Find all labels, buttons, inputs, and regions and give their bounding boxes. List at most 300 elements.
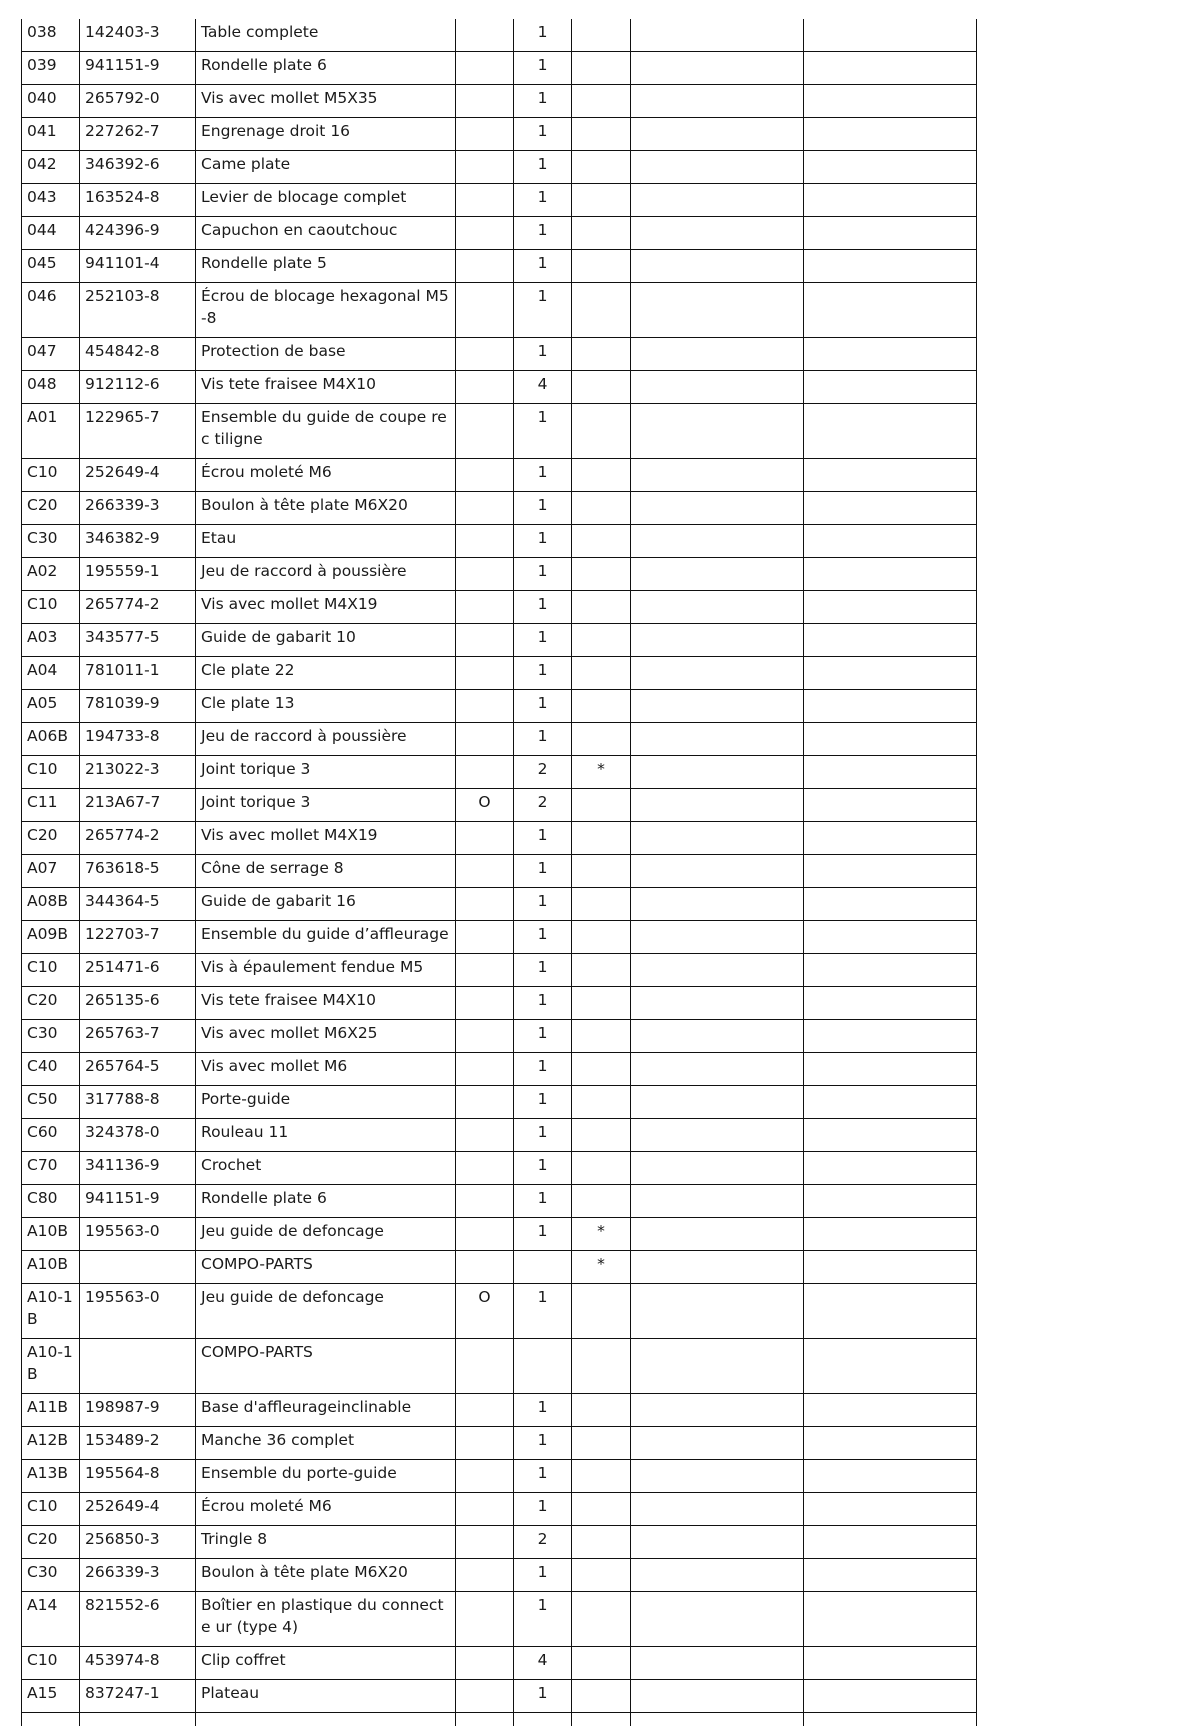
table-row (22, 855, 977, 888)
option-cell (456, 558, 514, 591)
option-cell: O (456, 789, 514, 822)
part-no-cell: 265774-2 (80, 591, 196, 624)
extra-cell-1 (631, 822, 804, 855)
extra-cell-1 (631, 19, 804, 52)
table-row (22, 1559, 977, 1592)
part-no-cell: 344364-5 (80, 888, 196, 921)
extra-cell-1 (631, 1493, 804, 1526)
extra-cell-2 (804, 283, 977, 338)
quantity-cell: 1 (514, 1152, 572, 1185)
parts-table-body (22, 19, 977, 1726)
table-row (22, 1680, 977, 1713)
item-no-cell: A03 (22, 624, 80, 657)
part-no-cell: 194733-8 (80, 723, 196, 756)
quantity-cell: 1 (514, 954, 572, 987)
option-cell (456, 1119, 514, 1152)
quantity-cell: 1 (514, 624, 572, 657)
note-cell (572, 855, 631, 888)
description-cell: Rouleau 11 (196, 1119, 456, 1152)
option-cell (456, 1218, 514, 1251)
item-no-cell: C10 (22, 954, 80, 987)
quantity-cell: 1 (514, 1427, 572, 1460)
quantity-cell: 1 (514, 404, 572, 459)
description-cell: Boîtier en plastique du connecte ur (type 4) (196, 1592, 456, 1647)
description-cell: Ensemble du guide de coupe rec tiligne (196, 404, 456, 459)
part-no-cell: 317788-8 (80, 1086, 196, 1119)
table-row (22, 459, 977, 492)
extra-cell-2 (804, 19, 977, 52)
extra-cell-1 (631, 1119, 804, 1152)
part-no-cell: 122703-7 (80, 921, 196, 954)
quantity-cell: 1 (514, 987, 572, 1020)
extra-cell-1 (631, 987, 804, 1020)
item-no-cell: A10B (22, 1218, 80, 1251)
table-row (22, 1592, 977, 1647)
description-cell: Crochet (196, 1152, 456, 1185)
continuation-cell (572, 1713, 631, 1726)
table-row (22, 1053, 977, 1086)
quantity-cell: 2 (514, 756, 572, 789)
extra-cell-1 (631, 1427, 804, 1460)
note-cell (572, 1427, 631, 1460)
part-no-cell: 821552-6 (80, 1592, 196, 1647)
description-cell: Boulon à tête plate M6X20 (196, 492, 456, 525)
extra-cell-1 (631, 1339, 804, 1394)
extra-cell-2 (804, 822, 977, 855)
extra-cell-1 (631, 756, 804, 789)
extra-cell-1 (631, 250, 804, 283)
item-no-cell: C10 (22, 591, 80, 624)
part-no-cell: 252103-8 (80, 283, 196, 338)
description-cell: Vis tete fraisee M4X10 (196, 987, 456, 1020)
option-cell (456, 371, 514, 404)
part-no-cell: 265135-6 (80, 987, 196, 1020)
item-no-cell: A10B (22, 1251, 80, 1284)
part-no-cell: 256850-3 (80, 1526, 196, 1559)
quantity-cell: 4 (514, 1647, 572, 1680)
description-cell: Guide de gabarit 10 (196, 624, 456, 657)
extra-cell-1 (631, 151, 804, 184)
item-no-cell: C30 (22, 1020, 80, 1053)
extra-cell-1 (631, 1053, 804, 1086)
extra-cell-1 (631, 1152, 804, 1185)
description-cell: Vis avec mollet M6 (196, 1053, 456, 1086)
table-row (22, 1460, 977, 1493)
part-no-cell: 265774-2 (80, 822, 196, 855)
item-no-cell: C20 (22, 492, 80, 525)
extra-cell-2 (804, 624, 977, 657)
table-row (22, 690, 977, 723)
extra-cell-2 (804, 888, 977, 921)
description-cell: Table complete (196, 19, 456, 52)
extra-cell-2 (804, 921, 977, 954)
item-no-cell: C70 (22, 1152, 80, 1185)
part-no-cell: 252649-4 (80, 459, 196, 492)
table-row (22, 525, 977, 558)
table-row (22, 1218, 977, 1251)
table-row (22, 558, 977, 591)
note-cell (572, 1460, 631, 1493)
extra-cell-2 (804, 1152, 977, 1185)
quantity-cell: 1 (514, 85, 572, 118)
table-row (22, 1526, 977, 1559)
description-cell: COMPO-PARTS (196, 1339, 456, 1394)
part-no-cell: 341136-9 (80, 1152, 196, 1185)
item-no-cell: 042 (22, 151, 80, 184)
option-cell (456, 657, 514, 690)
part-no-cell: 941151-9 (80, 52, 196, 85)
option-cell (456, 1460, 514, 1493)
extra-cell-2 (804, 525, 977, 558)
description-cell: Engrenage droit 16 (196, 118, 456, 151)
option-cell (456, 624, 514, 657)
description-cell: Ensemble du porte-guide (196, 1460, 456, 1493)
part-no-cell: 195564-8 (80, 1460, 196, 1493)
table-row (22, 19, 977, 52)
table-row (22, 1020, 977, 1053)
note-cell (572, 987, 631, 1020)
note-cell (572, 789, 631, 822)
description-cell: Vis avec mollet M5X35 (196, 85, 456, 118)
quantity-cell: 1 (514, 723, 572, 756)
extra-cell-1 (631, 459, 804, 492)
extra-cell-2 (804, 591, 977, 624)
extra-cell-1 (631, 492, 804, 525)
quantity-cell: 1 (514, 52, 572, 85)
description-cell: Ensemble du guide d’affleurage (196, 921, 456, 954)
note-cell (572, 1526, 631, 1559)
quantity-cell (514, 1339, 572, 1394)
option-cell (456, 1427, 514, 1460)
extra-cell-1 (631, 1592, 804, 1647)
extra-cell-2 (804, 1493, 977, 1526)
item-no-cell: 044 (22, 217, 80, 250)
extra-cell-1 (631, 789, 804, 822)
extra-cell-2 (804, 371, 977, 404)
note-cell (572, 1647, 631, 1680)
note-cell (572, 19, 631, 52)
extra-cell-2 (804, 1647, 977, 1680)
part-no-cell: 324378-0 (80, 1119, 196, 1152)
extra-cell-2 (804, 1251, 977, 1284)
option-cell (456, 822, 514, 855)
note-cell (572, 217, 631, 250)
note-cell (572, 184, 631, 217)
table-row (22, 1284, 977, 1339)
table-row (22, 1493, 977, 1526)
description-cell: Porte-guide (196, 1086, 456, 1119)
part-no-cell: 453974-8 (80, 1647, 196, 1680)
table-row (22, 1647, 977, 1680)
part-no-cell (80, 1251, 196, 1284)
item-no-cell: 043 (22, 184, 80, 217)
option-cell (456, 591, 514, 624)
extra-cell-1 (631, 690, 804, 723)
item-no-cell: C60 (22, 1119, 80, 1152)
note-cell (572, 1592, 631, 1647)
note-cell (572, 85, 631, 118)
item-no-cell: 046 (22, 283, 80, 338)
extra-cell-1 (631, 888, 804, 921)
description-cell: Guide de gabarit 16 (196, 888, 456, 921)
description-cell: Rondelle plate 6 (196, 1185, 456, 1218)
note-cell (572, 459, 631, 492)
item-no-cell: A02 (22, 558, 80, 591)
note-cell (572, 283, 631, 338)
extra-cell-2 (804, 338, 977, 371)
quantity-cell: 2 (514, 789, 572, 822)
item-no-cell: A06B (22, 723, 80, 756)
item-no-cell: C80 (22, 1185, 80, 1218)
note-cell (572, 591, 631, 624)
quantity-cell: 1 (514, 459, 572, 492)
note-cell (572, 822, 631, 855)
description-cell: Boulon à tête plate M6X20 (196, 1559, 456, 1592)
note-cell (572, 921, 631, 954)
item-no-cell: A13B (22, 1460, 80, 1493)
extra-cell-2 (804, 558, 977, 591)
extra-cell-2 (804, 184, 977, 217)
option-cell (456, 283, 514, 338)
item-no-cell: A01 (22, 404, 80, 459)
extra-cell-2 (804, 1680, 977, 1713)
item-no-cell: C50 (22, 1086, 80, 1119)
continuation-cell (456, 1713, 514, 1726)
item-no-cell: A09B (22, 921, 80, 954)
option-cell (456, 987, 514, 1020)
note-cell (572, 338, 631, 371)
extra-cell-2 (804, 1339, 977, 1394)
part-no-cell: 265792-0 (80, 85, 196, 118)
description-cell: Levier de blocage complet (196, 184, 456, 217)
description-cell: Écrou de blocage hexagonal M5-8 (196, 283, 456, 338)
item-no-cell: A15 (22, 1680, 80, 1713)
table-row (22, 217, 977, 250)
extra-cell-2 (804, 118, 977, 151)
continuation-cell (196, 1713, 456, 1726)
note-cell (572, 1394, 631, 1427)
item-no-cell: 040 (22, 85, 80, 118)
part-no-cell: 195559-1 (80, 558, 196, 591)
description-cell: Vis avec mollet M6X25 (196, 1020, 456, 1053)
note-cell (572, 723, 631, 756)
part-no-cell: 346392-6 (80, 151, 196, 184)
extra-cell-1 (631, 855, 804, 888)
continuation-cell (22, 1713, 80, 1726)
extra-cell-2 (804, 690, 977, 723)
quantity-cell: 4 (514, 371, 572, 404)
option-cell (456, 1680, 514, 1713)
note-cell: * (572, 1218, 631, 1251)
option-cell (456, 1559, 514, 1592)
table-row (22, 1394, 977, 1427)
part-no-cell: 266339-3 (80, 1559, 196, 1592)
extra-cell-2 (804, 789, 977, 822)
description-cell: Jeu guide de defoncage (196, 1284, 456, 1339)
extra-cell-1 (631, 1020, 804, 1053)
quantity-cell: 1 (514, 1493, 572, 1526)
part-no-cell: 198987-9 (80, 1394, 196, 1427)
option-cell (456, 1493, 514, 1526)
option-cell (456, 1647, 514, 1680)
extra-cell-2 (804, 1592, 977, 1647)
part-no-cell: 454842-8 (80, 338, 196, 371)
item-no-cell: 041 (22, 118, 80, 151)
option-cell (456, 217, 514, 250)
option-cell (456, 85, 514, 118)
item-no-cell: C10 (22, 1647, 80, 1680)
option-cell (456, 1339, 514, 1394)
part-no-cell: 163524-8 (80, 184, 196, 217)
note-cell (572, 690, 631, 723)
part-no-cell: 912112-6 (80, 371, 196, 404)
note-cell (572, 558, 631, 591)
description-cell: Vis à épaulement fendue M5 (196, 954, 456, 987)
continuation-cell (804, 1713, 977, 1726)
option-cell (456, 1526, 514, 1559)
extra-cell-2 (804, 85, 977, 118)
extra-cell-1 (631, 118, 804, 151)
option-cell (456, 1152, 514, 1185)
note-cell (572, 1680, 631, 1713)
extra-cell-1 (631, 591, 804, 624)
table-row (22, 118, 977, 151)
option-cell (456, 723, 514, 756)
item-no-cell: 038 (22, 19, 80, 52)
part-no-cell: 941101-4 (80, 250, 196, 283)
item-no-cell: C20 (22, 1526, 80, 1559)
table-row (22, 52, 977, 85)
part-no-cell: 142403-3 (80, 19, 196, 52)
quantity-cell: 1 (514, 184, 572, 217)
extra-cell-2 (804, 1559, 977, 1592)
description-cell: Rondelle plate 6 (196, 52, 456, 85)
description-cell: Clip coffret (196, 1647, 456, 1680)
note-cell (572, 1559, 631, 1592)
table-row (22, 591, 977, 624)
quantity-cell: 1 (514, 492, 572, 525)
extra-cell-1 (631, 558, 804, 591)
quantity-cell: 1 (514, 118, 572, 151)
note-cell (572, 371, 631, 404)
option-cell (456, 1020, 514, 1053)
note-cell (572, 404, 631, 459)
quantity-cell: 1 (514, 888, 572, 921)
table-row (22, 756, 977, 789)
table-row (22, 283, 977, 338)
item-no-cell: C30 (22, 525, 80, 558)
item-no-cell: A11B (22, 1394, 80, 1427)
quantity-cell: 2 (514, 1526, 572, 1559)
extra-cell-1 (631, 921, 804, 954)
extra-cell-1 (631, 184, 804, 217)
option-cell: O (456, 1284, 514, 1339)
table-row (22, 404, 977, 459)
extra-cell-1 (631, 217, 804, 250)
table-row (22, 371, 977, 404)
description-cell: Joint torique 3 (196, 756, 456, 789)
extra-cell-2 (804, 1185, 977, 1218)
note-cell (572, 1086, 631, 1119)
table-row (22, 1185, 977, 1218)
extra-cell-1 (631, 954, 804, 987)
part-no-cell: 343577-5 (80, 624, 196, 657)
item-no-cell: A10-1B (22, 1284, 80, 1339)
part-no-cell: 153489-2 (80, 1427, 196, 1460)
table-row (22, 85, 977, 118)
extra-cell-1 (631, 1559, 804, 1592)
description-cell: Manche 36 complet (196, 1427, 456, 1460)
note-cell (572, 1053, 631, 1086)
option-cell (456, 250, 514, 283)
item-no-cell: C30 (22, 1559, 80, 1592)
option-cell (456, 151, 514, 184)
description-cell: Vis avec mollet M4X19 (196, 822, 456, 855)
description-cell: Tringle 8 (196, 1526, 456, 1559)
item-no-cell: A14 (22, 1592, 80, 1647)
extra-cell-2 (804, 1218, 977, 1251)
item-no-cell: A08B (22, 888, 80, 921)
extra-cell-1 (631, 404, 804, 459)
part-no-cell: 837247-1 (80, 1680, 196, 1713)
continuation-cell (631, 1713, 804, 1726)
extra-cell-1 (631, 1086, 804, 1119)
table-row (22, 657, 977, 690)
description-cell: Cle plate 22 (196, 657, 456, 690)
note-cell (572, 1493, 631, 1526)
option-cell (456, 338, 514, 371)
description-cell: Protection de base (196, 338, 456, 371)
quantity-cell: 1 (514, 250, 572, 283)
part-no-cell: 781039-9 (80, 690, 196, 723)
quantity-cell: 1 (514, 657, 572, 690)
quantity-cell: 1 (514, 822, 572, 855)
table-row (22, 954, 977, 987)
extra-cell-1 (631, 1680, 804, 1713)
description-cell: Vis tete fraisee M4X10 (196, 371, 456, 404)
item-no-cell: C20 (22, 987, 80, 1020)
table-row (22, 921, 977, 954)
quantity-cell: 1 (514, 1020, 572, 1053)
table-row (22, 492, 977, 525)
extra-cell-1 (631, 1460, 804, 1493)
quantity-cell: 1 (514, 558, 572, 591)
description-cell: Plateau (196, 1680, 456, 1713)
option-cell (456, 459, 514, 492)
table-row (22, 723, 977, 756)
extra-cell-2 (804, 217, 977, 250)
option-cell (456, 1251, 514, 1284)
extra-cell-2 (804, 1119, 977, 1152)
description-cell: Jeu de raccord à poussière (196, 723, 456, 756)
item-no-cell: C10 (22, 756, 80, 789)
extra-cell-1 (631, 657, 804, 690)
extra-cell-1 (631, 624, 804, 657)
note-cell (572, 1152, 631, 1185)
item-no-cell: 048 (22, 371, 80, 404)
quantity-cell: 1 (514, 690, 572, 723)
quantity-cell: 1 (514, 1559, 572, 1592)
table-row (22, 1339, 977, 1394)
extra-cell-2 (804, 52, 977, 85)
table-row (22, 1086, 977, 1119)
option-cell (456, 954, 514, 987)
quantity-cell: 1 (514, 338, 572, 371)
extra-cell-1 (631, 371, 804, 404)
table-row (22, 338, 977, 371)
option-cell (456, 184, 514, 217)
note-cell (572, 118, 631, 151)
